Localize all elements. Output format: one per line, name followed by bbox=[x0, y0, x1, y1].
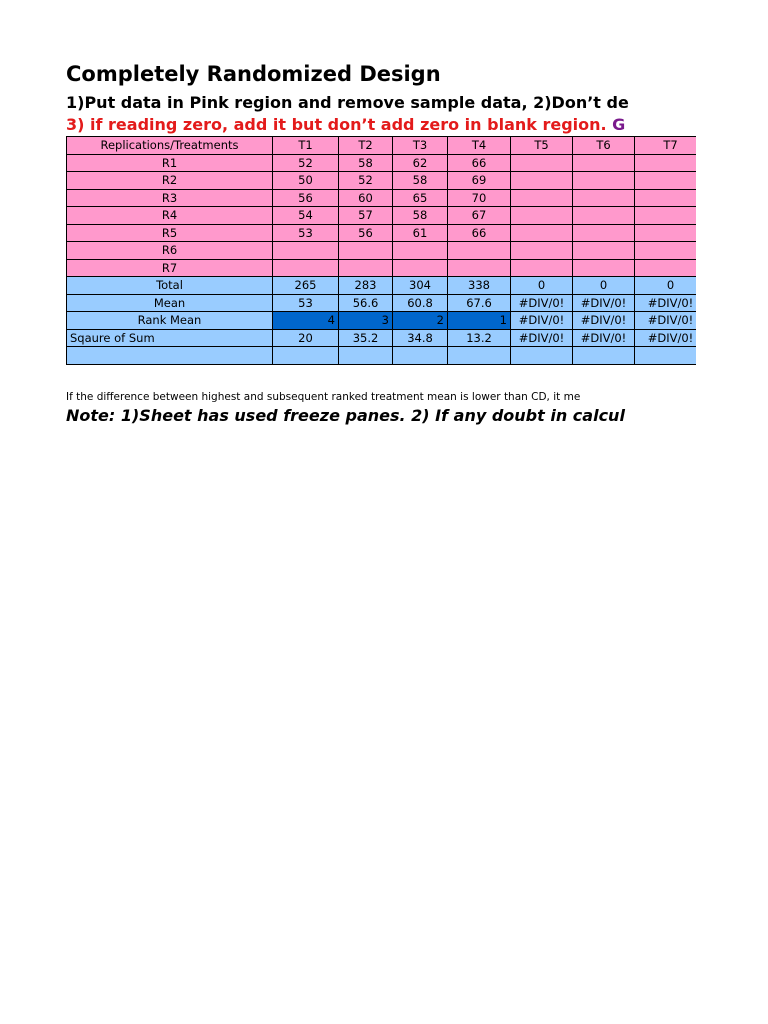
replication-row-cell[interactable] bbox=[573, 207, 635, 225]
header-row bbox=[67, 137, 697, 155]
instruction-purple-text: G bbox=[612, 115, 626, 134]
rank-mean-row-cell[interactable]: 2 bbox=[393, 312, 448, 330]
empty-cell[interactable] bbox=[67, 347, 273, 365]
replication-row-cell[interactable] bbox=[448, 242, 511, 260]
replication-row bbox=[67, 154, 697, 172]
replication-row-cell[interactable] bbox=[635, 242, 697, 260]
replication-row-cell[interactable]: 62 bbox=[393, 154, 448, 172]
replication-row bbox=[67, 189, 697, 207]
square-sum-row-cell[interactable]: 13.2 bbox=[448, 329, 511, 347]
empty-row bbox=[67, 347, 697, 365]
replication-row-label[interactable]: R2 bbox=[67, 172, 273, 190]
mean-row-cell[interactable]: #DIV/0! bbox=[573, 294, 635, 312]
total-row-cell[interactable]: 0 bbox=[635, 277, 697, 295]
replication-row-label[interactable]: R4 bbox=[67, 207, 273, 225]
replication-row-cell[interactable] bbox=[573, 172, 635, 190]
replication-row-label[interactable]: R3 bbox=[67, 189, 273, 207]
rank-mean-row-cell[interactable]: #DIV/0! bbox=[573, 312, 635, 330]
replication-row-cell[interactable] bbox=[511, 154, 573, 172]
replication-row-cell[interactable]: 66 bbox=[448, 224, 511, 242]
replication-row bbox=[67, 207, 697, 225]
rank-mean-row-cell[interactable]: #DIV/0! bbox=[635, 312, 697, 330]
replication-row-cell[interactable]: 50 bbox=[273, 172, 339, 190]
replication-row-cell[interactable] bbox=[393, 259, 448, 277]
replication-row-label[interactable]: R1 bbox=[67, 154, 273, 172]
mean-row-cell[interactable]: #DIV/0! bbox=[511, 294, 573, 312]
mean-row-cell[interactable]: 60.8 bbox=[393, 294, 448, 312]
mean-row-cell[interactable]: 56.6 bbox=[339, 294, 393, 312]
replication-row-cell[interactable] bbox=[635, 189, 697, 207]
total-row-cell[interactable]: 304 bbox=[393, 277, 448, 295]
mean-row-cell[interactable]: 67.6 bbox=[448, 294, 511, 312]
total-row-cell[interactable]: 0 bbox=[573, 277, 635, 295]
replication-row-cell[interactable]: 66 bbox=[448, 154, 511, 172]
replication-row-cell[interactable] bbox=[511, 242, 573, 260]
header-replications-treatments[interactable]: Replications/Treatments bbox=[67, 137, 273, 155]
replication-row-cell[interactable]: 60 bbox=[339, 189, 393, 207]
data-table bbox=[66, 136, 696, 365]
rank-mean-row-cell[interactable]: 4 bbox=[273, 312, 339, 330]
rank-mean-row-cell[interactable]: 3 bbox=[339, 312, 393, 330]
replication-row-cell[interactable] bbox=[511, 224, 573, 242]
sheet-title: Completely Randomized Design bbox=[66, 62, 441, 86]
replication-row-cell[interactable] bbox=[635, 259, 697, 277]
cd-note: If the difference between highest and subsequent ranked treatment mean is lower than CD, it me bbox=[66, 390, 581, 403]
freeze-panes-note: Note: 1)Sheet has used freeze panes. 2) If any doubt in calcul bbox=[66, 405, 625, 425]
mean-row bbox=[67, 294, 697, 312]
mean-row-cell[interactable]: #DIV/0! bbox=[635, 294, 697, 312]
total-row-cell[interactable]: 0 bbox=[511, 277, 573, 295]
replication-row-cell[interactable] bbox=[339, 242, 393, 260]
replication-row-cell[interactable] bbox=[635, 224, 697, 242]
replication-row-cell[interactable]: 52 bbox=[339, 172, 393, 190]
replication-row-cell[interactable]: 54 bbox=[273, 207, 339, 225]
replication-row bbox=[67, 259, 697, 277]
empty-cell[interactable] bbox=[448, 347, 511, 365]
replication-row-cell[interactable]: 58 bbox=[393, 172, 448, 190]
square-sum-row-cell[interactable]: 35.2 bbox=[339, 329, 393, 347]
total-row bbox=[67, 277, 697, 295]
replication-row-cell[interactable] bbox=[511, 207, 573, 225]
replication-row-cell[interactable] bbox=[573, 189, 635, 207]
header-treatment[interactable]: T6 bbox=[573, 137, 635, 155]
empty-cell[interactable] bbox=[273, 347, 339, 365]
replication-row-cell[interactable] bbox=[573, 154, 635, 172]
replication-row bbox=[67, 242, 697, 260]
square-sum-row-cell[interactable]: 20 bbox=[273, 329, 339, 347]
replication-row-cell[interactable] bbox=[635, 154, 697, 172]
replication-row-cell[interactable] bbox=[393, 242, 448, 260]
instruction-line-2 bbox=[66, 114, 696, 136]
empty-cell[interactable] bbox=[393, 347, 448, 365]
replication-row-cell[interactable]: 61 bbox=[393, 224, 448, 242]
header-treatment[interactable]: T4 bbox=[448, 137, 511, 155]
empty-cell[interactable] bbox=[511, 347, 573, 365]
total-row-label[interactable]: Total bbox=[67, 277, 273, 295]
total-row-cell[interactable]: 265 bbox=[273, 277, 339, 295]
replication-row-cell[interactable] bbox=[273, 259, 339, 277]
replication-row-cell[interactable]: 58 bbox=[393, 207, 448, 225]
replication-row-cell[interactable] bbox=[339, 259, 393, 277]
header-treatment[interactable]: T2 bbox=[339, 137, 393, 155]
rank-mean-row-cell[interactable]: #DIV/0! bbox=[511, 312, 573, 330]
replication-row-cell[interactable]: 70 bbox=[448, 189, 511, 207]
replication-row-label[interactable]: R7 bbox=[67, 259, 273, 277]
square-sum-row-label[interactable]: Sqaure of Sum bbox=[67, 329, 273, 347]
total-row-cell[interactable]: 338 bbox=[448, 277, 511, 295]
header-treatment[interactable]: T1 bbox=[273, 137, 339, 155]
header-treatment[interactable]: T7 bbox=[635, 137, 697, 155]
replication-row-cell[interactable]: 56 bbox=[273, 189, 339, 207]
replication-row-cell[interactable]: 67 bbox=[448, 207, 511, 225]
rank-mean-row-label[interactable]: Rank Mean bbox=[67, 312, 273, 330]
replication-row-label[interactable]: R5 bbox=[67, 224, 273, 242]
header-treatment[interactable]: T5 bbox=[511, 137, 573, 155]
replication-row-cell[interactable] bbox=[573, 224, 635, 242]
empty-cell[interactable] bbox=[339, 347, 393, 365]
replication-row-cell[interactable] bbox=[573, 242, 635, 260]
square-sum-row-cell[interactable]: #DIV/0! bbox=[635, 329, 697, 347]
instruction-line-1: 1)Put data in Pink region and remove sample data, 2)Don’t de bbox=[66, 93, 629, 112]
replication-row-cell[interactable] bbox=[448, 259, 511, 277]
replication-row-cell[interactable]: 58 bbox=[339, 154, 393, 172]
replication-row-cell[interactable] bbox=[573, 259, 635, 277]
square-sum-row-cell[interactable]: #DIV/0! bbox=[511, 329, 573, 347]
replication-row-cell[interactable] bbox=[635, 172, 697, 190]
replication-row-cell[interactable] bbox=[273, 242, 339, 260]
square-sum-row-cell[interactable]: #DIV/0! bbox=[573, 329, 635, 347]
replication-row-cell[interactable] bbox=[635, 207, 697, 225]
replication-row-cell[interactable]: 53 bbox=[273, 224, 339, 242]
replication-row-cell[interactable]: 65 bbox=[393, 189, 448, 207]
replication-row-cell[interactable]: 57 bbox=[339, 207, 393, 225]
rank-mean-row-cell[interactable]: 1 bbox=[448, 312, 511, 330]
instruction-red-text: 3) if reading zero, add it but don’t add zero in blank region. bbox=[66, 115, 613, 134]
replication-row-cell[interactable]: 52 bbox=[273, 154, 339, 172]
empty-cell[interactable] bbox=[573, 347, 635, 365]
replication-row bbox=[67, 172, 697, 190]
mean-row-cell[interactable]: 53 bbox=[273, 294, 339, 312]
replication-row bbox=[67, 224, 697, 242]
replication-row-cell[interactable] bbox=[511, 259, 573, 277]
replication-row-cell[interactable]: 69 bbox=[448, 172, 511, 190]
square-sum-row-cell[interactable]: 34.8 bbox=[393, 329, 448, 347]
square-sum-row bbox=[67, 329, 697, 347]
replication-row-cell[interactable] bbox=[511, 172, 573, 190]
mean-row-label[interactable]: Mean bbox=[67, 294, 273, 312]
replication-row-cell[interactable]: 56 bbox=[339, 224, 393, 242]
header-treatment[interactable]: T3 bbox=[393, 137, 448, 155]
replication-row-cell[interactable] bbox=[511, 189, 573, 207]
spreadsheet-area bbox=[66, 60, 696, 460]
rank-mean-row bbox=[67, 312, 697, 330]
total-row-cell[interactable]: 283 bbox=[339, 277, 393, 295]
empty-cell[interactable] bbox=[635, 347, 697, 365]
replication-row-label[interactable]: R6 bbox=[67, 242, 273, 260]
